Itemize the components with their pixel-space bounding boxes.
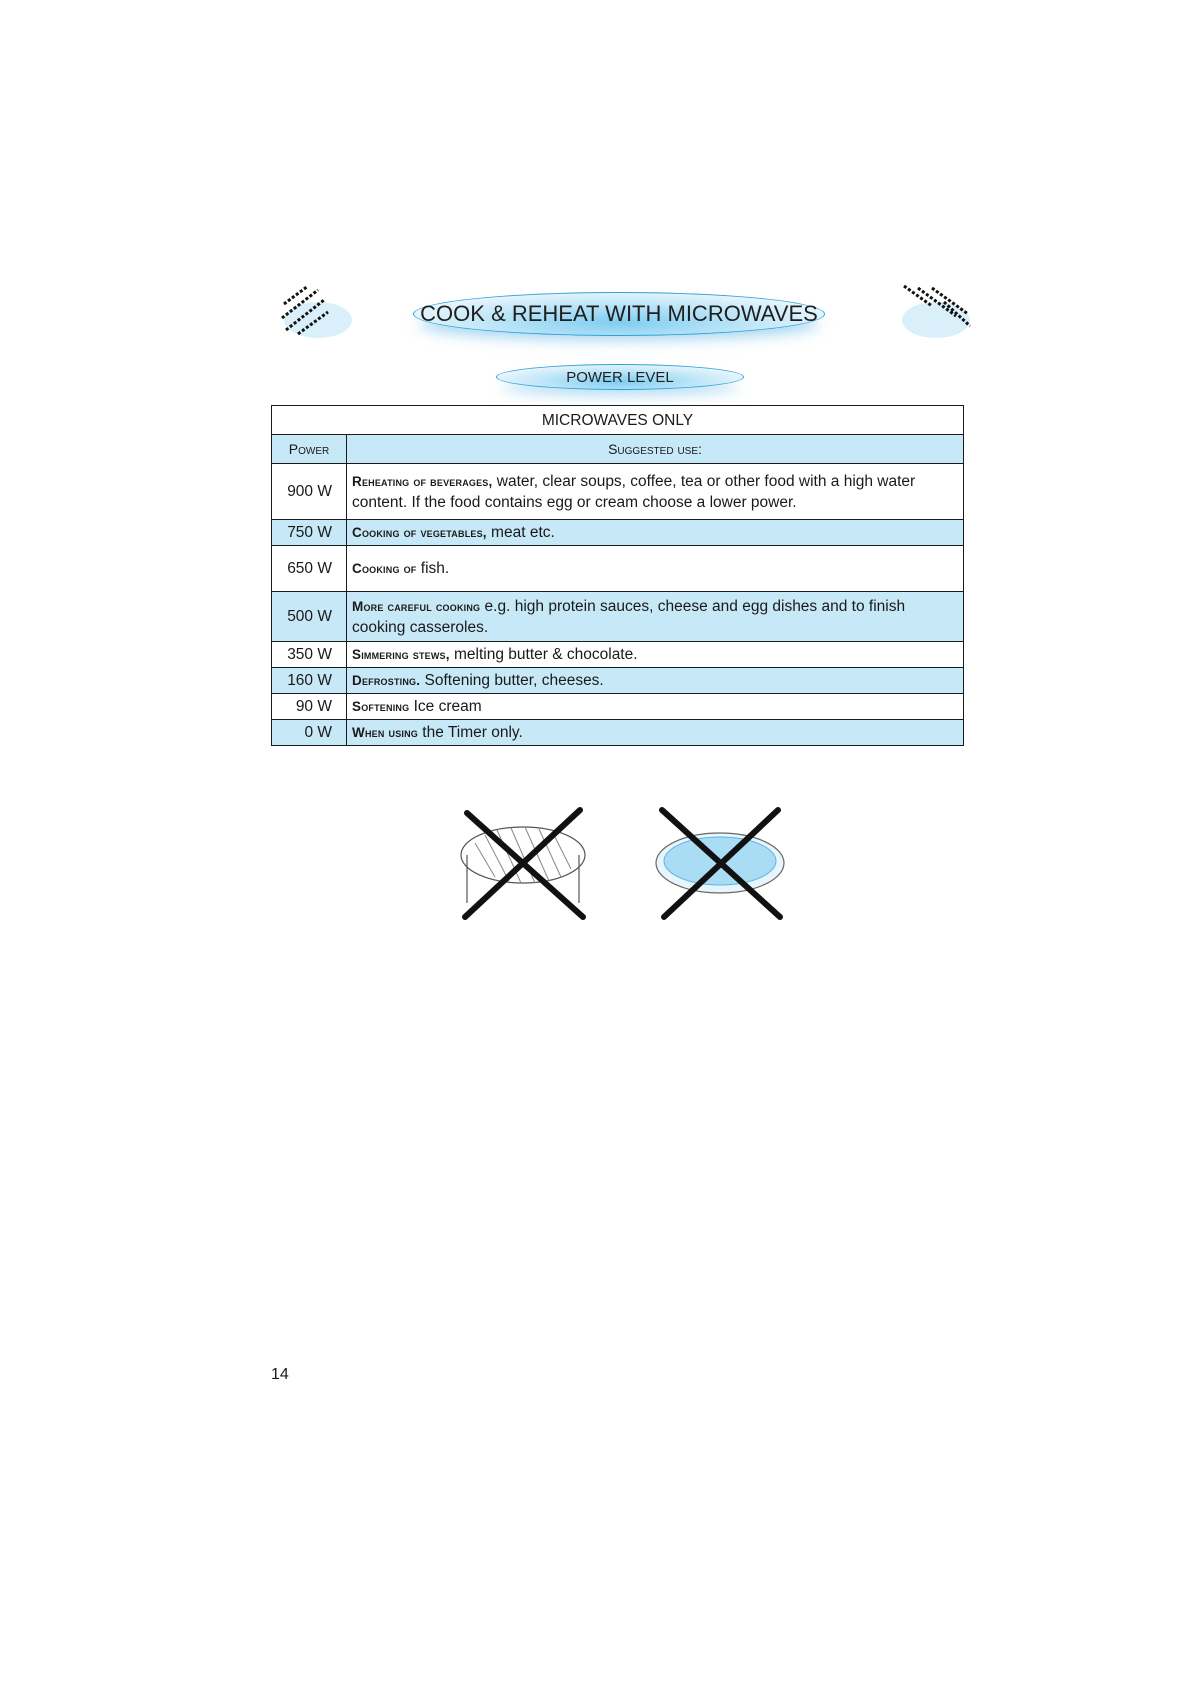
suggested-use <box>347 668 964 694</box>
crossed-out-wire-rack-icon <box>455 805 595 920</box>
use-lead: Defrosting. <box>352 673 421 688</box>
table-row <box>272 592 964 642</box>
power-value: 350 W <box>272 642 347 668</box>
power-level-table <box>271 405 964 746</box>
suggested-use <box>347 642 964 668</box>
use-lead: When using <box>352 725 418 740</box>
table-row <box>272 720 964 746</box>
crossed-out-crisp-plate-icon <box>650 805 790 920</box>
suggested-use <box>347 546 964 592</box>
use-text: the Timer only. <box>418 724 523 741</box>
power-value: 160 W <box>272 668 347 694</box>
suggested-use <box>347 694 964 720</box>
table-row <box>272 642 964 668</box>
power-value: 750 W <box>272 520 347 546</box>
use-text: melting butter & chocolate. <box>449 646 638 663</box>
use-text: water, clear soups, coffee, tea or other food with a high water content. If the food contains egg or cream choose a lower power. <box>352 472 916 511</box>
use-text: meat etc. <box>486 524 555 541</box>
suggested-use <box>347 592 964 642</box>
use-lead: Cooking of <box>352 561 417 576</box>
use-lead: Simmering stews, <box>352 647 450 662</box>
use-lead: More careful cooking <box>352 598 481 614</box>
accessory-figures <box>455 805 795 920</box>
table-row <box>272 520 964 546</box>
table-row <box>272 546 964 592</box>
page-number: 14 <box>271 1366 289 1383</box>
microwave-waves-icon <box>278 282 358 342</box>
table-caption: MICROWAVES ONLY <box>272 406 964 435</box>
power-value: 900 W <box>272 464 347 520</box>
power-value: 650 W <box>272 546 347 592</box>
column-header-suggested-use: Suggested use: <box>347 435 964 464</box>
table-row <box>272 694 964 720</box>
power-value: 500 W <box>272 592 347 642</box>
suggested-use <box>347 720 964 746</box>
suggested-use <box>347 520 964 546</box>
power-value: 0 W <box>272 720 347 746</box>
power-value: 90 W <box>272 694 347 720</box>
table-row <box>272 668 964 694</box>
use-lead: Softening <box>352 699 410 714</box>
use-text: e.g. high protein sauces, cheese and egg dishes and to finish cooking casseroles. <box>352 597 906 636</box>
use-text: Softening butter, cheeses. <box>420 672 604 689</box>
column-header-power: Power <box>272 435 347 464</box>
use-text: fish. <box>416 560 450 577</box>
table-row <box>272 464 964 520</box>
use-lead: Cooking of vegetables, <box>352 525 487 540</box>
section-title: POWER LEVEL <box>496 364 744 390</box>
use-text: Ice cream <box>409 698 482 715</box>
microwave-waves-icon <box>896 282 976 342</box>
page-title: COOK & REHEAT WITH MICROWAVES <box>413 292 825 336</box>
use-lead: Reheating of beverages, <box>352 473 493 489</box>
suggested-use <box>347 464 964 520</box>
